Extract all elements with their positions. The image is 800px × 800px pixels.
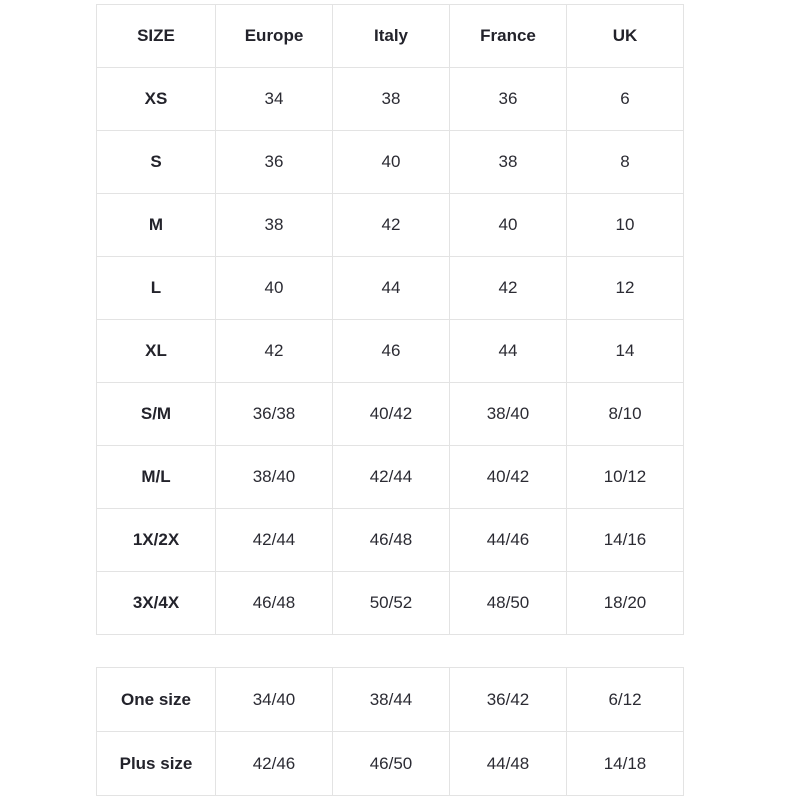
- column-header-france: France: [450, 5, 567, 68]
- cell-italy: 50/52: [333, 572, 450, 635]
- cell-france: 36/42: [450, 668, 567, 732]
- cell-uk: 10/12: [567, 446, 684, 509]
- column-header-uk: UK: [567, 5, 684, 68]
- cell-europe: 36: [216, 131, 333, 194]
- cell-europe: 38/40: [216, 446, 333, 509]
- row-label: 1X/2X: [97, 509, 216, 572]
- cell-italy: 46/50: [333, 732, 450, 796]
- table-row: [97, 257, 684, 320]
- cell-france: 40: [450, 194, 567, 257]
- cell-italy: 44: [333, 257, 450, 320]
- cell-europe: 42/46: [216, 732, 333, 796]
- cell-europe: 46/48: [216, 572, 333, 635]
- row-label: XL: [97, 320, 216, 383]
- table-row: [97, 383, 684, 446]
- table-row: [97, 320, 684, 383]
- table-row: [97, 732, 684, 796]
- row-label: M/L: [97, 446, 216, 509]
- table-row: [97, 572, 684, 635]
- cell-france: 44/48: [450, 732, 567, 796]
- cell-europe: 40: [216, 257, 333, 320]
- column-header-size: SIZE: [97, 5, 216, 68]
- cell-italy: 38/44: [333, 668, 450, 732]
- table-row: [97, 446, 684, 509]
- cell-italy: 46/48: [333, 509, 450, 572]
- cell-europe: 42: [216, 320, 333, 383]
- column-header-europe: Europe: [216, 5, 333, 68]
- row-label: 3X/4X: [97, 572, 216, 635]
- row-label-plus-size: Plus size: [97, 732, 216, 796]
- row-label: L: [97, 257, 216, 320]
- row-label-one-size: One size: [97, 668, 216, 732]
- cell-italy: 46: [333, 320, 450, 383]
- cell-uk: 18/20: [567, 572, 684, 635]
- cell-europe: 34: [216, 68, 333, 131]
- row-label: S/M: [97, 383, 216, 446]
- cell-uk: 8/10: [567, 383, 684, 446]
- row-label: M: [97, 194, 216, 257]
- table-row: [97, 131, 684, 194]
- cell-uk: 6/12: [567, 668, 684, 732]
- cell-europe: 42/44: [216, 509, 333, 572]
- cell-france: 44: [450, 320, 567, 383]
- cell-uk: 14/16: [567, 509, 684, 572]
- cell-italy: 42/44: [333, 446, 450, 509]
- table-row: [97, 194, 684, 257]
- row-label: S: [97, 131, 216, 194]
- cell-europe: 36/38: [216, 383, 333, 446]
- cell-italy: 42: [333, 194, 450, 257]
- cell-france: 38: [450, 131, 567, 194]
- table-row: [97, 68, 684, 131]
- cell-france: 44/46: [450, 509, 567, 572]
- cell-italy: 40: [333, 131, 450, 194]
- cell-europe: 38: [216, 194, 333, 257]
- table-header-row: [97, 5, 684, 68]
- cell-france: 48/50: [450, 572, 567, 635]
- cell-france: 38/40: [450, 383, 567, 446]
- cell-uk: 6: [567, 68, 684, 131]
- column-header-italy: Italy: [333, 5, 450, 68]
- row-label: XS: [97, 68, 216, 131]
- cell-uk: 10: [567, 194, 684, 257]
- size-conversion-table: [96, 4, 684, 635]
- cell-uk: 14: [567, 320, 684, 383]
- cell-italy: 40/42: [333, 383, 450, 446]
- table-row: [97, 668, 684, 732]
- cell-france: 42: [450, 257, 567, 320]
- one-size-plus-size-table: [96, 667, 684, 796]
- cell-france: 36: [450, 68, 567, 131]
- cell-uk: 8: [567, 131, 684, 194]
- cell-italy: 38: [333, 68, 450, 131]
- table-row: [97, 509, 684, 572]
- cell-france: 40/42: [450, 446, 567, 509]
- cell-europe: 34/40: [216, 668, 333, 732]
- cell-uk: 12: [567, 257, 684, 320]
- cell-uk: 14/18: [567, 732, 684, 796]
